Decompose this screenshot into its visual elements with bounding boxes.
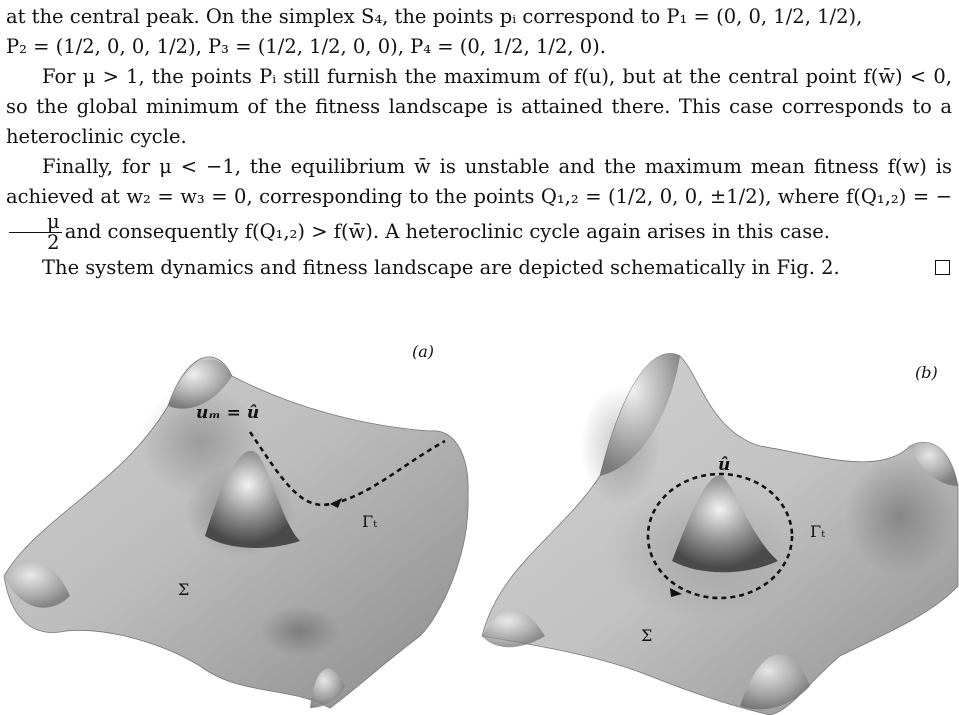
panel-b-surface <box>482 354 958 715</box>
paragraph-4 <box>6 253 952 283</box>
panel-a-tag: (a) <box>412 342 435 361</box>
paragraph-1-line-2: P₂ = (1/2, 0, 0, 1/2), P₃ = (1/2, 1/2, 0, 0), P₄ = (0, 1/2, 1/2, 0). <box>6 35 606 58</box>
panel-b-tag: (b) <box>915 363 938 382</box>
paragraph-2: For μ > 1, the points Pᵢ still furnish the maximum of f(u), but at the central point f(w̄) < 0, so the global minimum of the fitness landscape is attained there. This case corresponds to a heteroclinic cycle. <box>6 65 952 148</box>
panel-a-curve-label: Γₜ <box>362 512 378 531</box>
paragraph-3-text-b: and consequently f(Q₁,₂) > f(w̄). A heteroclinic cycle again arises in this case. <box>64 220 831 243</box>
panel-b-peak-label: û <box>718 455 731 475</box>
paragraph-3-text-a: Finally, for μ < −1, the equilibrium w̄ is unstable and the maximum mean fitness f(w) is achieved at w₂ = w₃ = 0, corresponding to the points Q₁,₂ = (1/2, 0, 0, ±1/2), where f(Q₁,₂) = − <box>6 155 952 208</box>
paragraph-4-text: The system dynamics and fitness landscape are depicted schematically in Fig. 2. <box>42 256 840 279</box>
paragraph-1 <box>6 2 952 62</box>
panel-a-surface-label: Σ <box>178 580 190 599</box>
panel-b-curve-label: Γₜ <box>810 522 826 541</box>
figure-2 <box>0 336 959 715</box>
panel-b-surface-label: Σ <box>641 626 653 645</box>
fraction-denominator: 2 <box>47 231 60 254</box>
qed-box-icon <box>935 260 950 275</box>
paragraph-3 <box>6 152 952 253</box>
panel-a-peak-label: uₘ = û <box>196 403 260 423</box>
paper-text <box>6 2 952 283</box>
fraction-numerator: μ <box>9 212 62 233</box>
mu-over-two-fraction <box>9 212 62 253</box>
paragraph-1-line-1: at the central peak. On the simplex S₄, the points pᵢ correspond to P₁ = (0, 0, 1/2, 1/2), <box>6 5 863 28</box>
